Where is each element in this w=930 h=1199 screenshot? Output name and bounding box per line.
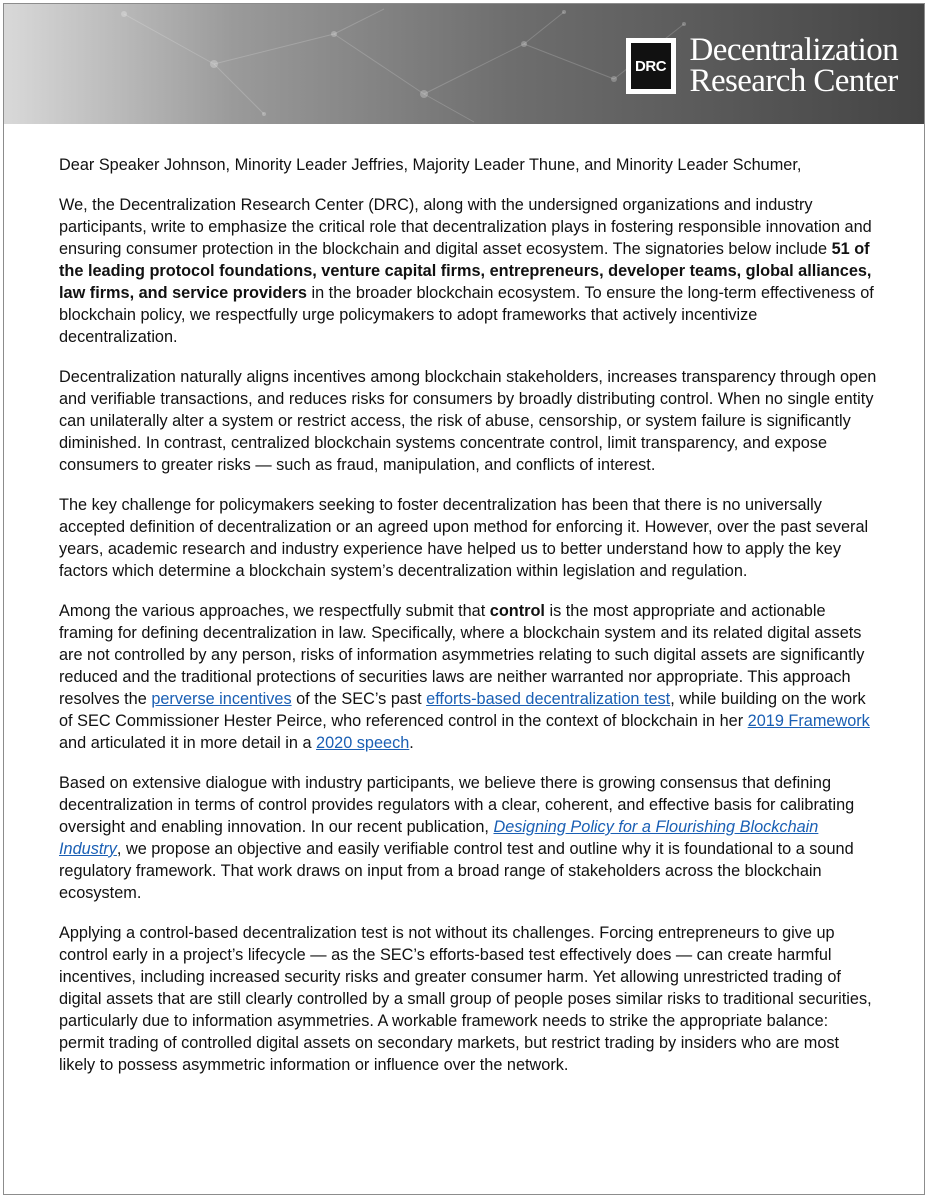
- paragraph-4-text-e: and articulated it in more detail in a: [59, 734, 317, 752]
- paragraph-1-text-a: We, the Decentralization Research Center (DRC), along with the undersigned organizations and industry participants, write to emphasize the critical role that decentralization plays in fostering responsible innovation and ensuring consumer protection in the blockchain and digital asset ecosystem. The signatories below include: [59, 196, 872, 258]
- paragraph-4-text-c: of the SEC’s past: [291, 690, 427, 708]
- salutation: Dear Speaker Johnson, Minority Leader Jeffries, Majority Leader Thune, and Minority Leader Schumer,: [59, 156, 802, 174]
- paragraph-4-text-b: is the most appropriate and actionable framing for defining decentralization in law. Specifically, where a blockchain system and its related digital assets are not controlled by any person, risks of information asymmetries relating to such digital assets are significantly reduced and the traditional protections of securities laws are neither warranted nor appropriate. This approach resolves the: [59, 602, 865, 708]
- paragraph-4-text-f: .: [409, 734, 414, 752]
- paragraph-6: Applying a control-based decentralization test is not without its challenges. Forcing entrepreneurs to give up control early in a project’s lifecycle — as the SEC’s efforts-based test effectively does — can create harmful incentives, including increased security risks and greater consumer harm. Yet allowing unrestricted trading of digital assets that are still clearly controlled by a small group of people poses similar risks to traditional securities, particularly due to information asymmetries. A workable framework needs to strike the appropriate balance: permit trading of controlled digital assets on secondary markets, but restrict trading by insiders who are most likely to possess asymmetric information or influence over the network.: [59, 924, 872, 1074]
- paragraph-4-text-d: , while building on the work of SEC Commissioner Hester Peirce, who referenced control in the context of blockchain in her: [59, 690, 866, 730]
- perverse-incentives-link[interactable]: perverse incentives: [151, 690, 292, 708]
- organization-name-line-2: Research Center: [689, 63, 898, 99]
- drc-logo-mark: [626, 38, 676, 94]
- document-page: [3, 3, 925, 1195]
- paragraph-4-bold: control: [489, 602, 545, 620]
- drc-logo-letters: DRC: [631, 43, 671, 89]
- paragraph-1: [59, 194, 877, 348]
- paragraph-5: [59, 772, 877, 904]
- drc-logo: [626, 34, 898, 98]
- letterhead-banner: [4, 4, 924, 124]
- paragraph-1-text-b: in the broader blockchain ecosystem. To ensure the long-term effectiveness of blockchain policy, we respectfully urge policymakers to adopt frameworks that actively incentivize decentralization.: [59, 284, 874, 346]
- publication-link[interactable]: Designing Policy for a Flourishing Blockchain Industry: [59, 818, 819, 858]
- paragraph-4-text-a: Among the various approaches, we respectfully submit that: [59, 602, 490, 620]
- organization-name-line-1: Decentralization: [689, 32, 898, 68]
- efforts-based-test-link[interactable]: efforts-based decentralization test: [426, 690, 671, 708]
- letter-body: [59, 154, 877, 1094]
- paragraph-1-bold: 51 of the leading protocol foundations, venture capital firms, entrepreneurs, developer teams, global alliances, law firms, and service providers: [59, 240, 872, 302]
- paragraph-5-text-a: Based on extensive dialogue with industry participants, we believe there is growing consensus that defining decentralization in terms of control provides regulators with a clear, coherent, and effective basis for calibrating oversight and enabling innovation. In our recent publication,: [59, 774, 855, 836]
- paragraph-3: The key challenge for policymakers seeking to foster decentralization has been that there is no universally accepted definition of decentralization or an agreed upon method for enforcing it. However, over the past several years, academic research and industry experience have helped us to better understand how to apply the key factors which determine a blockchain system’s decentralization within legislation and regulation.: [59, 496, 869, 580]
- paragraph-2: Decentralization naturally aligns incentives among blockchain stakeholders, increases transparency through open and verifiable transactions, and reduces risks for consumers by broadly distributing control. When no single entity can unilaterally alter a system or restrict access, the risk of abuse, censorship, or system failure is significantly diminished. In contrast, centralized blockchain systems concentrate control, limit transparency, and expose consumers to greater risks — such as fraud, manipulation, and conflicts of interest.: [59, 368, 877, 474]
- framework-2019-link[interactable]: 2019 Framework: [747, 712, 870, 730]
- organization-name: [689, 32, 898, 99]
- paragraph-5-text-b: , we propose an objective and easily verifiable control test and outline why it is foundational to a sound regulatory framework. That work draws on input from a broad range of stakeholders across the blockchain ecosystem.: [59, 840, 854, 902]
- speech-2020-link[interactable]: 2020 speech: [316, 734, 410, 752]
- paragraph-4: [59, 600, 877, 754]
